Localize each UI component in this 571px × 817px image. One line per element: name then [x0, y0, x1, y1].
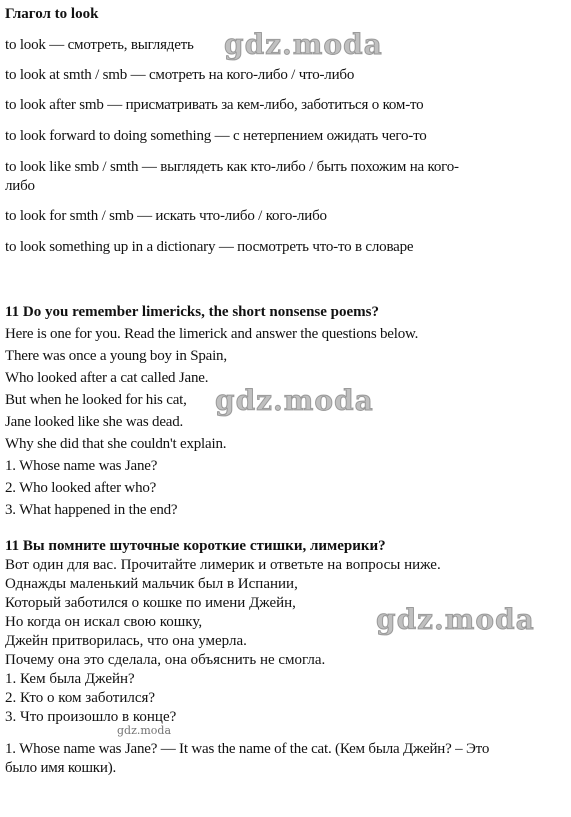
vocab-title: Глагол to look — [5, 6, 99, 22]
limerick-translation-line: Почему она это сделала, она объяснить не смогла. — [5, 652, 326, 668]
watermark-logo: gdz.moda — [224, 28, 383, 61]
watermark-small: gdz.moda — [117, 724, 172, 737]
russian-task-heading: 11 Вы помните шуточные короткие стишки, лимерики? — [5, 538, 386, 554]
russian-task-line: Вот один для вас. Прочитайте лимерик и ответьте на вопросы ниже. — [5, 557, 441, 573]
limerick-translation-line: Однажды маленький мальчик был в Испании, — [5, 576, 298, 592]
limerick-line: There was once a young boy in Spain, — [5, 348, 227, 364]
watermark-logo: gdz.moda — [376, 603, 535, 636]
question-line: 1. Whose name was Jane? — [5, 458, 158, 474]
vocab-item: to look for smth / smb — искать что-либо / кого-либо — [5, 208, 327, 224]
limerick-line: But when he looked for his cat, — [5, 392, 187, 408]
vocab-item-continuation: либо — [5, 178, 35, 194]
question-translation-line: 1. Кем была Джейн? — [5, 671, 135, 687]
vocab-item: to look something up in a dictionary — посмотреть что-то в словаре — [5, 239, 414, 255]
limerick-translation-line: Джейн притворилась, что она умерла. — [5, 633, 247, 649]
limerick-translation-line: Который заботился о кошке по имени Джейн, — [5, 595, 296, 611]
vocab-item: to look at smth / smb — смотреть на кого-либо / что-либо — [5, 67, 355, 83]
question-line: 2. Who looked after who? — [5, 480, 157, 496]
vocab-item: to look like smb / smth — выглядеть как кто-либо / быть похожим на кого- — [5, 159, 459, 175]
answer-line: было имя кошки). — [5, 760, 117, 776]
watermark-logo: gdz.moda — [215, 384, 374, 417]
question-translation-line: 2. Кто о ком заботился? — [5, 690, 156, 706]
question-line: 3. What happened in the end? — [5, 502, 178, 518]
vocab-item: to look after smb — присматривать за кем-либо, заботиться о ком-то — [5, 97, 424, 113]
limerick-translation-line: Но когда он искал свою кошку, — [5, 614, 203, 630]
vocab-item: to look — смотреть, выглядеть — [5, 37, 194, 53]
vocab-item: to look forward to doing something — с нетерпением ожидать чего-то — [5, 128, 427, 144]
english-task-line: Here is one for you. Read the limerick and answer the questions below. — [5, 326, 419, 342]
limerick-line: Who looked after a cat called Jane. — [5, 370, 209, 386]
limerick-line: Jane looked like she was dead. — [5, 414, 184, 430]
english-task-heading: 11 Do you remember limericks, the short nonsense poems? — [5, 304, 380, 320]
question-translation-line: 3. Что произошло в конце? — [5, 709, 177, 725]
answer-line: 1. Whose name was Jane? — It was the name of the cat. (Кем была Джейн? – Это — [5, 741, 490, 757]
limerick-line: Why she did that she couldn't explain. — [5, 436, 227, 452]
